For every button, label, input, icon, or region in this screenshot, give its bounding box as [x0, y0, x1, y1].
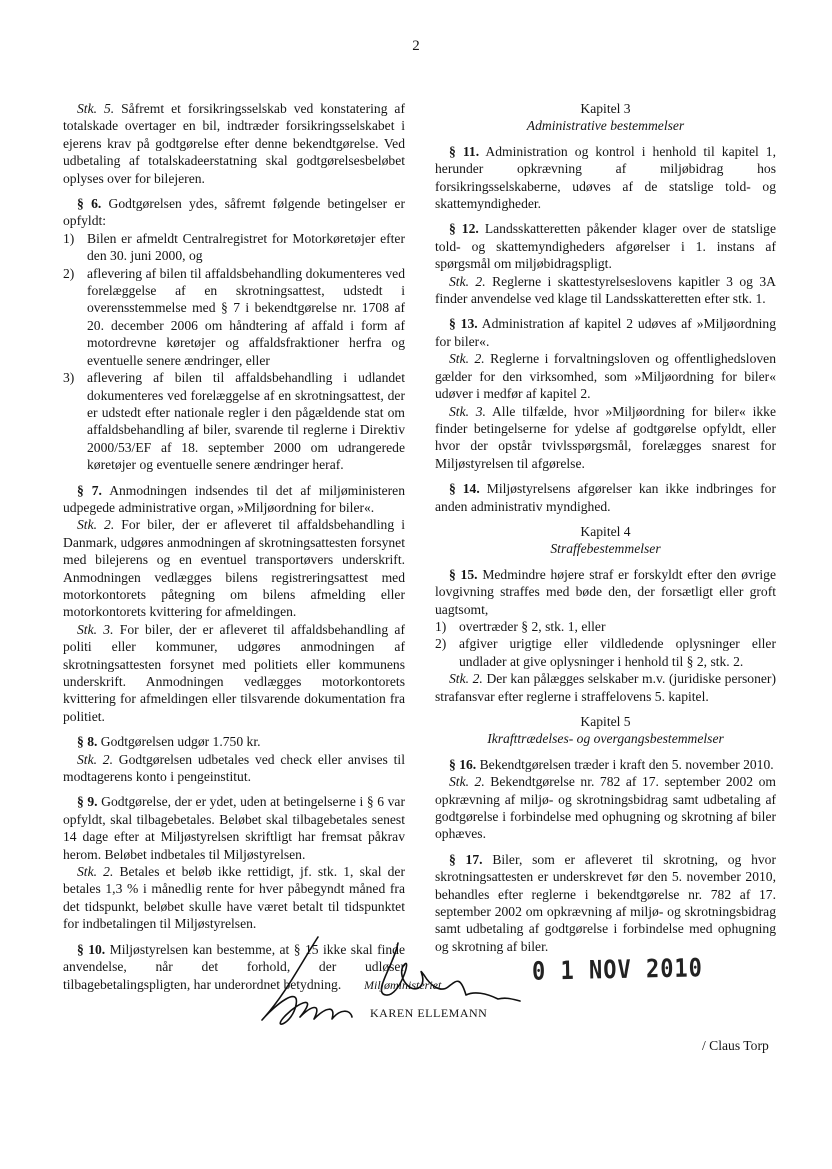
paragraph-6	[63, 195, 405, 230]
paragraph-text: Reglerne i forvaltningsloven og offentlighedsloven gælder for den virksomhed, som »Miljøordning for biler« udøver i medfør af kapitel 2.	[435, 351, 776, 402]
paragraph-5-stk5	[63, 100, 405, 187]
list-item-text: aflevering af bilen til affaldsbehandling dokumenteres ved forelæggelse af en skrotningsattest, udstedt i overensstemmelse med § 7 i bekendtgørelse nr. 1708 af 20. december 2006 om håndtering af affald i form af motordrevne køretøjer og affaldsfraktioner herfra og eventuelle senere ændringer, eller	[87, 265, 405, 368]
paragraph-text: Godtgørelse, der er ydet, uden at betingelserne i § 6 var opfyldt, skal tilbagebetales. Beløbet skal tilbagebetales senest 14 dage efter at Miljøstyrelsen skriftligt har fremsat påkrav herom. Beløbet indbetales til Miljøstyrelsen.	[63, 794, 405, 862]
paragraph-13-stk3	[435, 403, 776, 473]
chapter-subtitle: Ikrafttrædelses- og overgangsbestemmelser	[487, 731, 724, 747]
section-number: § 14.	[449, 481, 480, 497]
paragraph-text: Der kan pålægges selskaber m.v. (juridiske personer) strafansvar efter reglerne i straffelovens 5. kapitel.	[435, 671, 776, 704]
stk-label: Stk. 3.	[449, 403, 486, 419]
cosignatory: / Claus Torp	[702, 1038, 769, 1053]
list-item	[435, 635, 776, 670]
stk-label: Stk. 2.	[449, 671, 483, 687]
list-item-text: Bilen er afmeldt Centralregistret for Motorkøretøjer efter den 30. juni 2000, og	[87, 230, 405, 264]
list-item	[63, 369, 405, 473]
paragraph-text: Anmodningen indsendes til det af miljøministeren udpegede administrative organ, »Miljøordning for biler«.	[63, 482, 405, 515]
paragraph-text: Landsskatteretten påkender klager over de statslige told- og skattemyndigheders afgørelser i 1. instans af spørgsmål om miljøbidragspligt.	[435, 221, 777, 272]
paragraph-text: Miljøstyrelsen kan bestemme, at § 15 ikke skal finde anvendelse, når det forhold, der udløser tilbagebetalingspligten, har underordnet betydning.	[63, 941, 406, 992]
paragraph-text: Administration og kontrol i henhold til kapitel 1, herunder opkrævning af miljøbidrag hos forsikringsselskaberne, udøves af de statslige told- og skattemyndigheder.	[435, 143, 777, 212]
paragraph-14	[435, 480, 776, 515]
paragraph-16-stk2	[435, 773, 776, 843]
list-item	[63, 265, 405, 369]
paragraph-text: Godtgørelsen udgør 1.750 kr.	[100, 734, 261, 750]
paragraph-9	[63, 793, 405, 863]
paragraph-9-stk2	[63, 863, 405, 933]
paragraph-7	[63, 482, 405, 517]
paragraph-text: Godtgørelsen udbetales ved check eller anvises til modtagerens konto i pengeinstitut.	[63, 751, 405, 785]
list-marker: 3)	[63, 370, 75, 386]
list-marker: 1)	[63, 230, 75, 246]
paragraph-text: Administration af kapitel 2 udøves af »Miljøordning for biler«.	[435, 316, 776, 349]
section-number: § 13.	[449, 316, 478, 332]
paragraph-text: For biler, der er afleveret til affaldsbehandling i Danmark, udgøres anmodningen af skrotningsattesten forsynet med bilejerens og en eventuel transportøvers underskrift. Anmodningen vedlægges bilens registreringsattest med motorkontorets påtegning om bilens afmelding eller motorkontorets kvittering for afmeldingen.	[63, 517, 405, 620]
paragraph-text: Reglerne i skattestyrelseslovens kapitler 3 og 3A finder anvendelse ved klage til Landsskatteretten efter stk. 1.	[435, 273, 776, 307]
section-number: § 9.	[77, 794, 98, 810]
chapter-title: Kapitel 3	[580, 101, 631, 116]
list-item-text: aflevering af bilen til affaldsbehandling i udlandet dokumenteres ved forelæggelse af en skrotningsattest, der er udstedt efter nationale regler i den pågældende stat om affaldsbehandling af biler, svarende til reglerne i Direktiv 2000/53/EF af 18. september 2000 om udrangerede køretøjer og eventuelle senere ændringer heraf.	[87, 370, 405, 473]
section-number: § 6.	[77, 196, 102, 212]
paragraph-12	[435, 220, 776, 272]
paragraph-15	[435, 566, 776, 618]
paragraph-text: Bekendtgørelsen træder i kraft den 5. november 2010.	[479, 756, 774, 772]
stk-label: Stk. 2.	[77, 751, 113, 767]
section-number: § 12.	[449, 221, 479, 237]
chapter-subtitle: Straffebestemmelser	[550, 541, 661, 557]
stk-label: Stk. 2.	[77, 864, 114, 880]
paragraph-text: Miljøstyrelsens afgørelser kan ikke indbringes for anden administrativ myndighed.	[435, 481, 776, 514]
ministry-name: Miljøministeriet	[364, 978, 442, 992]
section-number: § 17.	[449, 851, 483, 867]
section-number: § 16.	[449, 756, 477, 772]
paragraph-12-stk2	[435, 273, 776, 308]
paragraph-8	[63, 733, 405, 750]
section-number: § 10.	[77, 941, 106, 957]
list-marker: 1)	[435, 618, 447, 634]
right-column	[435, 100, 776, 955]
paragraph-text: Alle tilfælde, hvor »Miljøordning for biler« ikke finder betingelserne for ydelse af godtgørelse opfyldt, eller hvor der opstår tvivlsspørgsmål, forelægges snarest for Miljøstyrelsen til afgørelse.	[435, 403, 776, 471]
handwritten-signatures	[0, 935, 832, 1055]
page-number: 2	[412, 38, 420, 54]
chapter-subtitle: Administrative bestemmelser	[526, 118, 685, 134]
stk-label: Stk. 5.	[77, 101, 115, 116]
list-marker: 2)	[63, 265, 75, 281]
list-item	[435, 618, 776, 635]
section-number: § 15.	[449, 566, 478, 582]
paragraph-15-stk2	[435, 670, 776, 705]
section-number: § 7.	[77, 482, 102, 498]
paragraph-13	[435, 315, 776, 350]
stk-label: Stk. 2.	[449, 273, 486, 289]
date-stamp: 0 1 NOV 2010	[531, 954, 704, 987]
paragraph-text: Betales et beløb ikke rettidigt, jf. stk. 1, skal der betales 1,3 % i månedlig rente for hver påbegyndt måned fra det tidspunkt, beløbet skulle have været betalt til tidspunktet for indbetalingen til Miljøstyrelsen.	[63, 864, 405, 932]
stk-label: Stk. 2.	[449, 774, 485, 790]
paragraph-7-stk2	[63, 516, 405, 620]
paragraph-text: Biler, som er afleveret til skrotning, og hvor skrotningsattesten er underskrevet før den 5. november 2010, behandles efter reglerne i bekendtgørelse nr. 782 af 17. september 2002 om opkrævning af miljø- og skrotningsbidrag samt udbetaling af godtgørelse i forbindelse med ophugning og skrotning af biler.	[435, 851, 776, 954]
list-item-text: afgiver urigtige eller vildledende oplysninger eller undlader at give oplysninger i henhold til § 2, stk. 2.	[459, 636, 776, 669]
stk-label: Stk. 2.	[77, 517, 115, 533]
section-number: § 8.	[77, 734, 98, 750]
paragraph-16	[435, 756, 776, 773]
stk-label: Stk. 3.	[77, 621, 114, 637]
signature-minister	[262, 937, 352, 1024]
paragraph-text: Bekendtgørelse nr. 782 af 17. september 2002 om opkrævning af miljø- og skrotningsbidrag samt udbetaling af godtgørelse i forbindelse med ophugning og skrotning af biler ophæves.	[435, 774, 776, 842]
chapter-title: Kapitel 4	[580, 523, 631, 539]
paragraph-text: For biler, der er afleveret til affaldsbehandling af politi eller kommuner, udgøres anmodningen af skrotningsattesten forsynet med politiets eller kommunens underskrift. Anmodningen vedlægges motorkontorets kvittering for afmeldingen eller tilsvarende dokumentation fra politiet.	[63, 621, 405, 724]
signatory-name: KAREN ELLEMANN	[370, 1006, 488, 1020]
left-column	[63, 100, 405, 993]
list-item-text: overtræder § 2, stk. 1, eller	[459, 618, 606, 634]
list-marker: 2)	[435, 636, 447, 652]
paragraph-text: Medmindre højere straf er forskyldt efter den øvrige lovgivning straffes med bøde den, der forsætligt eller groft uagtsomt,	[435, 566, 777, 617]
list-item	[63, 230, 405, 265]
paragraph-text: Godtgørelsen ydes, såfremt følgende betingelser er opfyldt:	[63, 196, 405, 229]
stk-label: Stk. 2.	[449, 351, 485, 367]
paragraph-13-stk2	[435, 350, 776, 402]
paragraph-11	[435, 143, 776, 213]
section-number: § 11.	[449, 143, 480, 159]
paragraph-text: Såfremt et forsikringsselskab ved konstatering af totalskade overtager en bil, indtræder forsikringsselskabet i ejerens krav på godtgørelse efter denne bekendtgørelse. Ved udbetaling af totalskadeerstatning skal godtgørelsesbeløbet oplyses over for bilejeren.	[63, 101, 405, 186]
chapter-title: Kapitel 5	[580, 714, 631, 729]
paragraph-8-stk2	[63, 751, 405, 786]
paragraph-7-stk3	[63, 621, 405, 725]
